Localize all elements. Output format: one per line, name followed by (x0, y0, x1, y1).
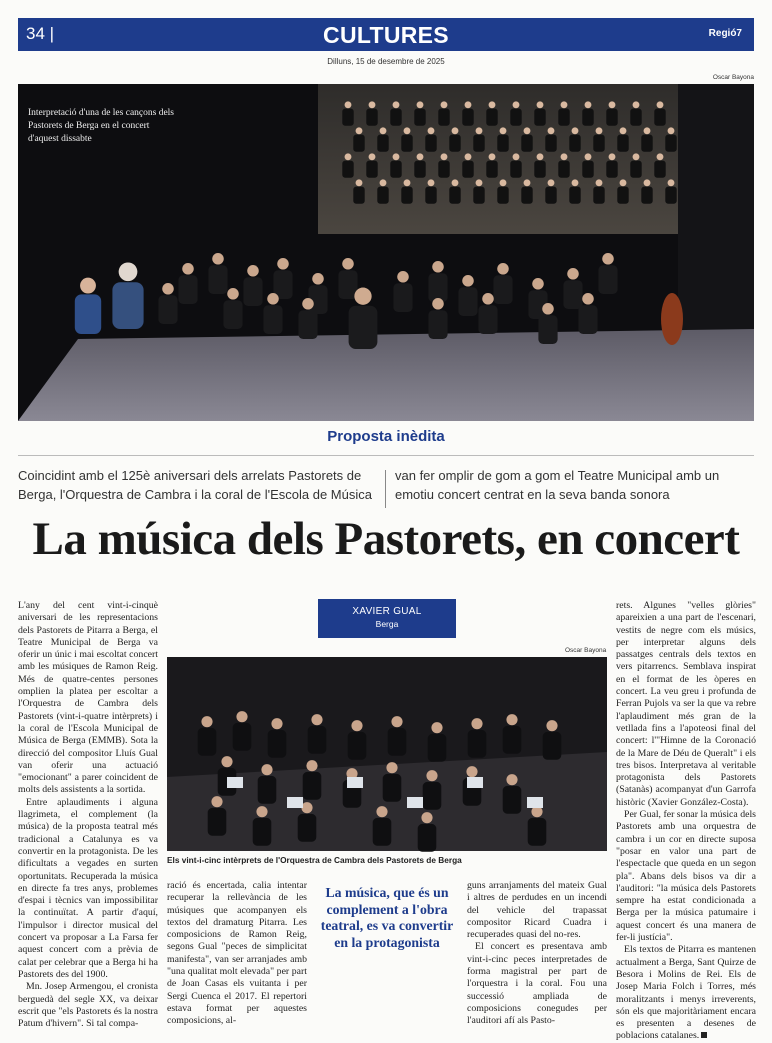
music-stand-light (467, 777, 483, 788)
section-header-bar (18, 18, 754, 51)
paragraph: rets. Algunes "velles glòries" apareixien a una part de l'escenari, vestits de negre com els músics, per interpretar alguns dels passatges centrals dels textos en vers pitarrencs. Semblava inspirat en el format de les òperes en concert. La veu greu i profunda de Ferran Pujols va ser la que va rebre l'aplaudiment més gran de la vetllada fins a l'apoteosi final del concert: l'"Himne de la Coronació de la Mare de Déu de Queralt" i els tres bisos. Interpretava al veritable protagonista dels Pastorets (Satanàs) acompanyat d'un Garrofa històric (Xavier González-Costa). (616, 600, 756, 808)
music-stand-light (407, 797, 423, 808)
music-stand-light (347, 777, 363, 788)
paragraph: Per Gual, fer sonar la música dels Pastorets amb una orquestra de cambra i un cor en directe suposa "posar en valor una part de l'espectacle que queda en un segon pla". Abans dels bisos va dir a l'auditori: "la música dels Pastorets sempre ha estat condicionada a Berga per la música patumaire i aquest concert és una manera de fer-li justícia". (616, 809, 756, 944)
paragraph-text: Els textos de Pitarra es mantenen actualment a Berga, Sant Quirze de Besora i Molins de Rei. Els de Josep Maria Folch i Torres, més moralitzants i menys irreverents, són els que majoritàriament encara es presenten a desenes de poblacions catalanes. (616, 944, 756, 1042)
paragraph: El concert es presentava amb vint-i-cinc peces interpretades de forma magistral per part de l'orquestra i la coral. Fou una successió ampliada de composicions conegudes per l'auditori afí als Pasto- (467, 941, 607, 1027)
byline-box (318, 599, 456, 638)
paragraph: ració és encertada, calia intentar recuperar la rellevància de les músiques que acompanyen els textos del dramaturg Pitarra. Les composicions de Ramon Reig, segons Gual "peces de simplicitat manifesta", van ser arranjades amb "una qualitat molt elevada" per part de Joan Casas els vuitanta i per Sergi Cuenca el 2017. El repertori estava format per aquestes composicions, al- (167, 880, 307, 1027)
publication-date: Dilluns, 15 de desembre de 2025 (327, 57, 445, 66)
divider (18, 455, 754, 456)
main-photo-caption: Interpretació d'una de les cançons dels Pastorets de Berga en el concert d'aquest dissabte (28, 108, 174, 144)
main-photo (18, 84, 754, 421)
orchestra-illustration (167, 657, 607, 851)
cello (661, 293, 683, 345)
second-photo-caption: Els vint-i-cinc intèrprets de l'Orquestra de Cambra dels Pastorets de Berga (167, 855, 462, 865)
photo-credit-main: Oscar Bayona (712, 74, 754, 81)
lede-separator (385, 470, 386, 508)
paragraph: Mn. Josep Armengou, el cronista berguedà del segle XX, va deixar escrit que "els Pastorets és la nostra Patum d'hivern". Si tal compa- (18, 981, 158, 1030)
paragraph: guns arranjaments del mateix Gual i altres de perdudes en un incendi del vehicle del trapassat compositor Ricard Cuadra i recuperades quasi del no-res. (467, 880, 607, 941)
pull-quote: La música, que és un complement a l'obra teatral, es va convertir en la protagonista (320, 885, 454, 950)
music-stand-light (287, 797, 303, 808)
page-number: 34 | (26, 24, 55, 43)
body-column-4 (616, 600, 756, 1043)
photo-credit-second: Oscar Bayona (565, 647, 607, 654)
music-stand-light (527, 797, 543, 808)
kicker: Proposta inèdita (327, 428, 445, 445)
author-city: Berga (375, 619, 399, 629)
body-column-3 (467, 880, 607, 1028)
lede-left: Coincidint amb el 125è aniversari dels arrelats Pastorets de Berga, l'Orquestra de Cambra i la coral de l'Escola de Música (18, 468, 372, 502)
headline: La música dels Pastorets, en concert (32, 513, 740, 565)
body-column-2 (167, 880, 307, 1028)
author-name: XAVIER GUAL (352, 606, 422, 617)
music-stand-light (227, 777, 243, 788)
body-column-1 (18, 600, 158, 1030)
paragraph (616, 944, 756, 1042)
end-of-article-mark (701, 1032, 707, 1038)
brand-logo: Regió7 (708, 28, 742, 39)
lede-right: van fer omplir de gom a gom el Teatre Municipal amb un emotiu concert centrat en la seva banda sonora (395, 468, 720, 502)
paragraph: Entre aplaudiments i alguna llagrimeta, el complement (la música) de la proposta teatral més tradicional a Catalunya es va convertir en la protagonista. De les dificultats a vegades en surten oportunitats. Recuperada la música en directe fa tres anys, problemes d'espai i tècnics van impossibilitar la continuïtat. A partir d'aquí, l'impulsor i director musical del concert va proposar a La Farsa fer aquest concert com a prèvia de calat per celebrar que a Berga hi ha Pastorets des del 1900. (18, 796, 158, 980)
paragraph: L'any del cent vint-i-cinquè aniversari de les representacions dels Pastorets de Pitarra a Berga, el Teatre Municipal de Berga va oferir un únic i mai escoltat concert amb les músiques de Ramon Reig. Més de quatre-centes persones omplien la platea per escoltar a l'Orquestra de Cambra dels Pastorets (vint-i-quatre intèrprets) i la coral de l'Escola Municipal de Música de Berga (EMMB). Sota la direcció del compositor Lluís Gual van oferir una actuació "emocionant" a parer coincident de molts dels assistents a la sortida. (18, 600, 158, 796)
section-title: CULTURES (323, 22, 449, 48)
second-photo (167, 657, 607, 851)
